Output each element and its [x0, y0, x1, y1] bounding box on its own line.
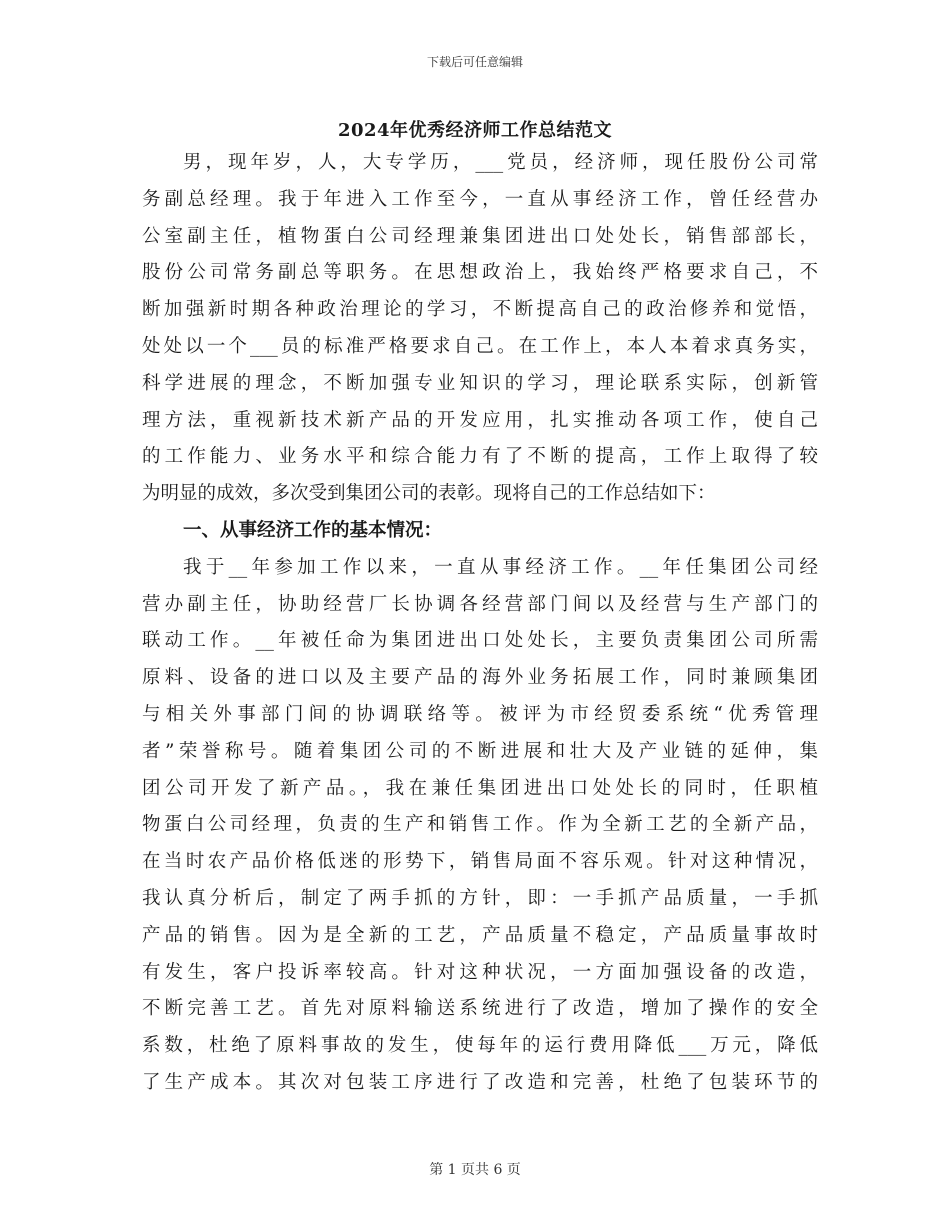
body-line: 联动工作。__年被任命为集团进出口处处长，主要负责集团公司所需: [142, 630, 818, 652]
body-line: 我于__年参加工作以来，一直从事经济工作。__年任集团公司经: [183, 556, 818, 578]
body-line: 营办副主任，协助经营厂长协调各经营部门间以及经营与生产部门的: [142, 593, 818, 615]
body-line: 与相关外事部门间的协调联络等。被评为市经贸委系统“优秀管理: [142, 703, 818, 725]
document-title: 2024年优秀经济师工作总结范文: [337, 120, 613, 141]
body-line: 团公司开发了新产品。，我在兼任集团进出口处处长的同时，任职植: [142, 777, 818, 799]
body-line: 了生产成本。其次对包装工序进行了改造和完善，杜绝了包装环节的: [142, 1071, 818, 1093]
body-line: 处处以一个___员的标准严格要求自己。在工作上，本人本着求真务实，: [142, 335, 818, 357]
body-line: 为明显的成效，多次受到集团公司的表彰。现将自己的工作总结如下：: [142, 483, 716, 505]
body-line: 公室副主任，植物蛋白公司经理兼集团进出口处处长，销售部部长，: [142, 225, 818, 247]
document-body: [142, 145, 818, 1102]
body-line: 股份公司常务副总等职务。在思想政治上，我始终严格要求自己，不: [142, 262, 818, 284]
body-line: 物蛋白公司经理，负责的生产和销售工作。作为全新工艺的全新产品，: [142, 814, 818, 836]
body-line: 系数，杜绝了原料事故的发生，使每年的运行费用降低___万元，降低: [142, 1035, 818, 1057]
body-line: 科学进展的理念，不断加强专业知识的学习，理论联系实际，创新管: [142, 372, 818, 394]
body-line: 男，现年岁，人，大专学历，___党员，经济师，现任股份公司常: [183, 152, 818, 173]
page-footer: 第 1 页共 6 页: [429, 1162, 521, 1178]
body-line: 原料、设备的进口以及主要产品的海外业务拓展工作，同时兼顾集团: [142, 667, 818, 689]
body-line: 有发生，客户投诉率较高。针对这种状况，一方面加强设备的改造，: [142, 961, 818, 983]
body-line: 务副总经理。我于年进入工作至今，一直从事经济工作，曾任经营办: [142, 188, 818, 210]
body-line: 我认真分析后，制定了两手抓的方针，即：一手抓产品质量，一手抓: [142, 887, 818, 909]
body-line: 产品的销售。因为是全新的工艺，产品质量不稳定，产品质量事故时: [142, 924, 818, 946]
body-line: 断加强新时期各种政治理论的学习，不断提高自己的政治修养和觉悟，: [142, 299, 818, 321]
body-line: 在当时农产品价格低迷的形势下，销售局面不容乐观。针对这种情况，: [142, 851, 818, 873]
body-line: 不断完善工艺。首先对原料输送系统进行了改造，增加了操作的安全: [142, 998, 818, 1020]
body-line: 者”荣誉称号。随着集团公司的不断进展和壮大及产业链的延伸，集: [142, 740, 818, 762]
header-note: 下载后可任意编辑: [426, 55, 523, 69]
section-heading: 一、从事经济工作的基本情况：: [183, 519, 443, 541]
body-line: 的工作能力、业务水平和综合能力有了不断的提高，工作上取得了较: [142, 446, 818, 468]
body-line: 理方法，重视新技术新产品的开发应用，扎实推动各项工作，使自己: [142, 409, 818, 431]
